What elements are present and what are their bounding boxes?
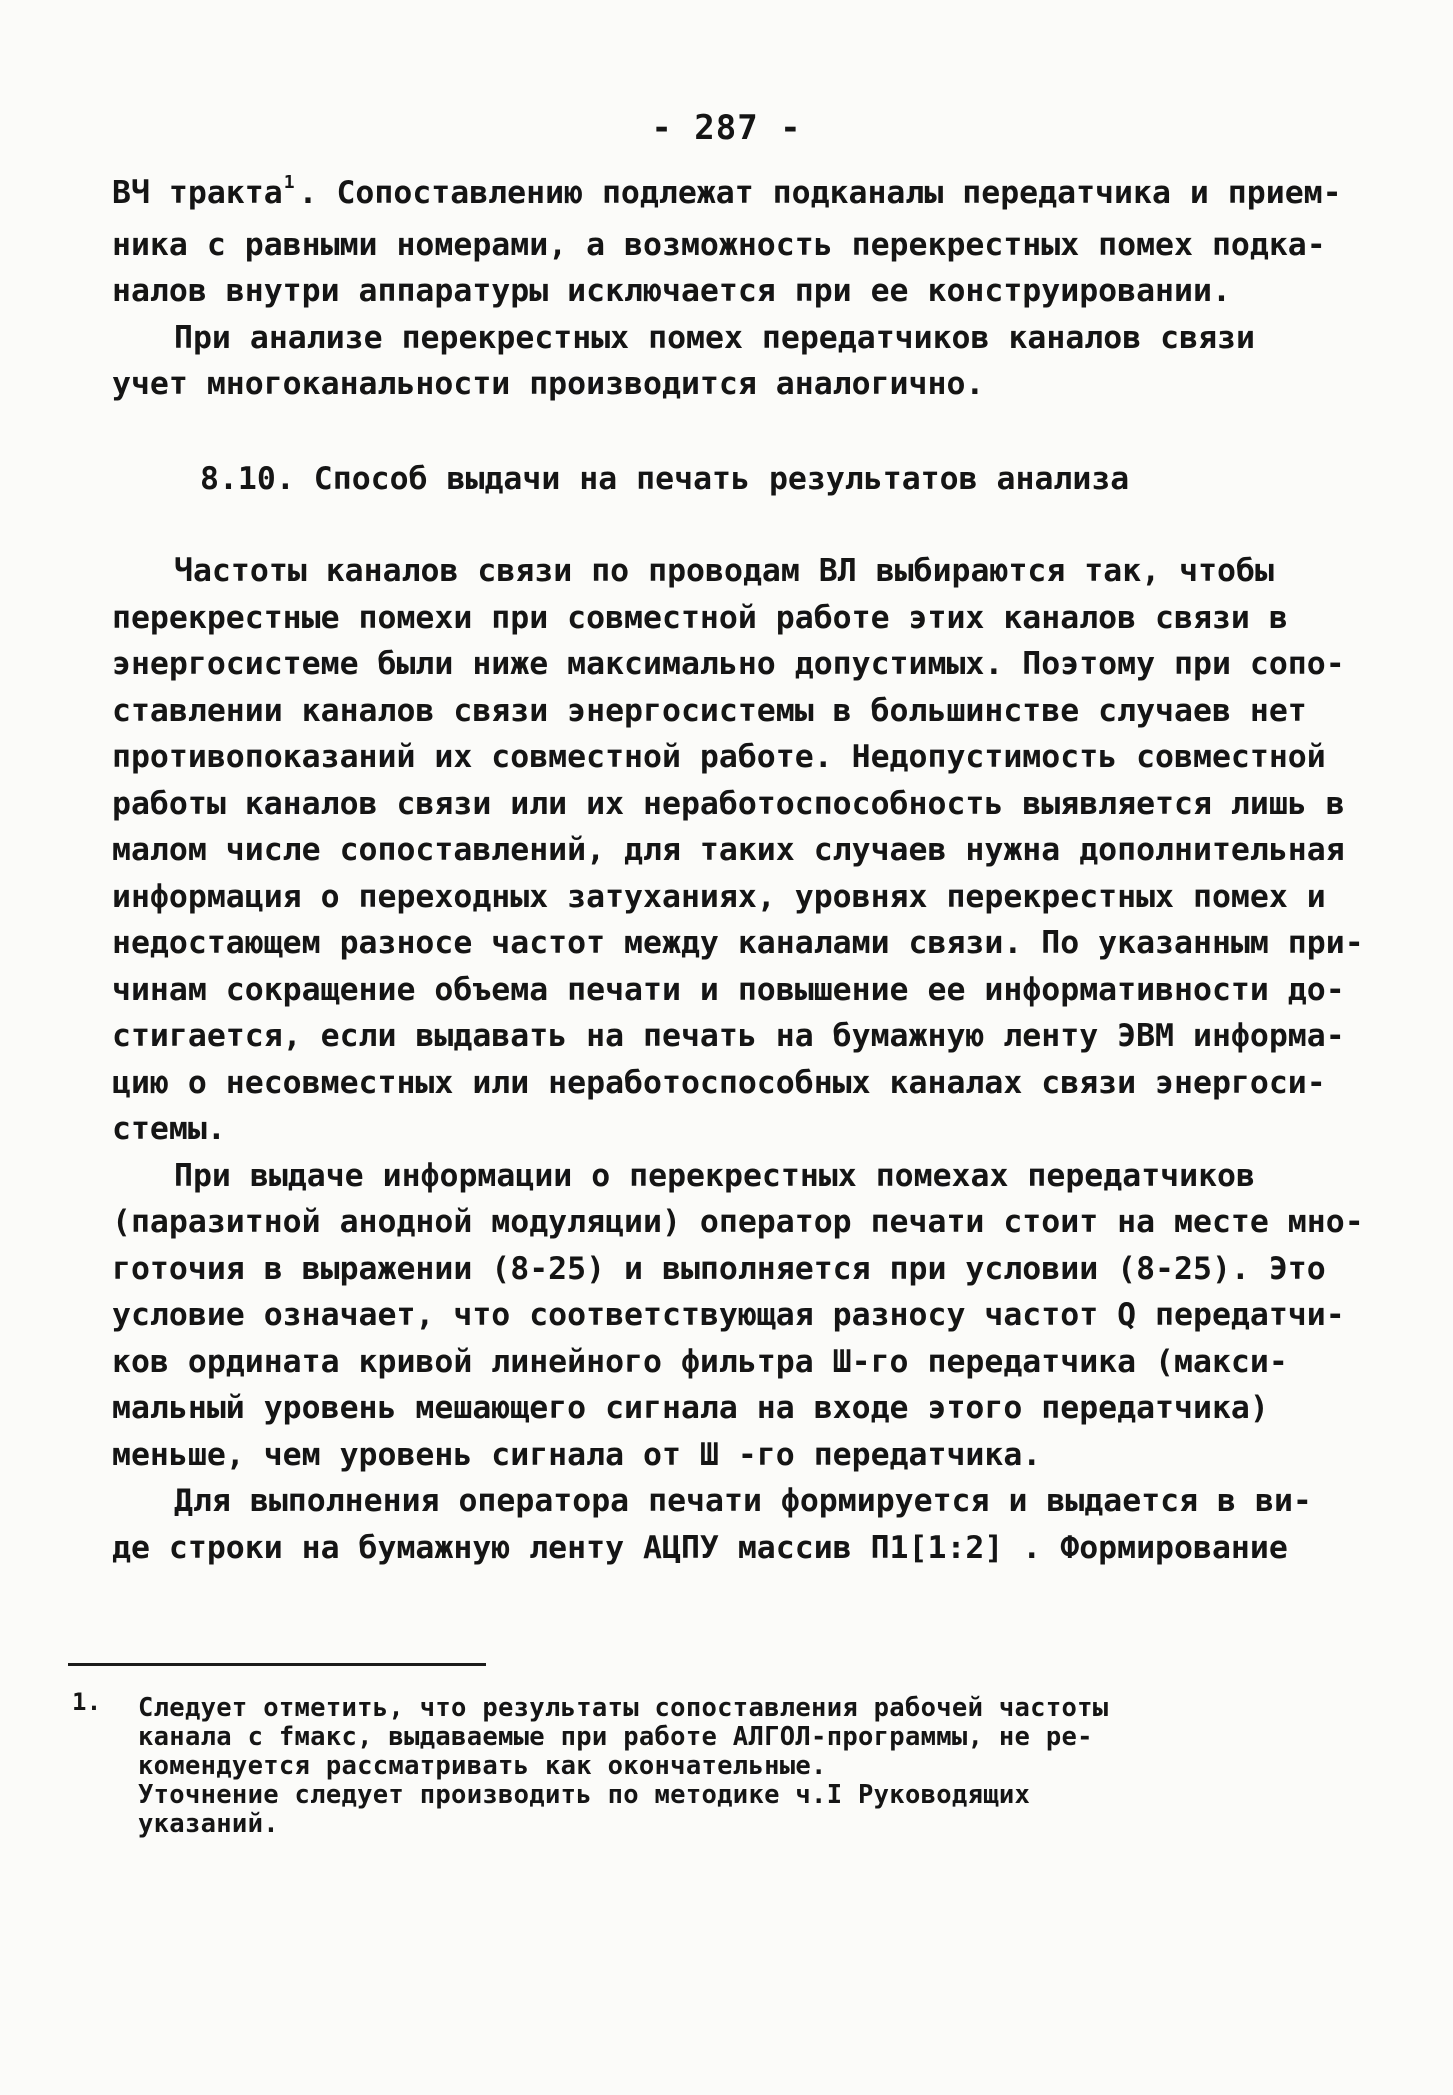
text-line: При выдаче информации о перекрестных помехах передатчиков [174,1157,1255,1194]
text-fragment: ВЧ тракта [112,175,283,211]
text-line: условие означает, что соответствующая разносу частот Q передатчи- [112,1297,1345,1333]
section-title: 8.10. Способ выдачи на печать результатов анализа [200,461,1130,497]
text-fragment: . Сопоставлению подлежат подканалы передатчика и прием- [298,175,1342,211]
text-line: стигается, если выдавать на печать на бумажную ленту ЭВМ информа- [112,1018,1345,1054]
text-line [112,170,1352,222]
text-line: налов внутри аппаратуры исключается при ее конструировании. [112,273,1231,309]
footnote-divider [68,1663,486,1666]
text-line: меньше, чем уровень сигнала от Ш -го передатчика. [112,1436,1042,1473]
intro-paragraph [112,170,1352,408]
text-line: де строки на бумажную ленту АЦПУ массив П1[1:2] . Формирование [112,1529,1288,1566]
footnote-line: Следует отметить, что результаты сопоставления рабочей частоты [138,1693,1109,1723]
text-line: информация о переходных затуханиях, уровнях перекрестных помех и [112,878,1326,915]
text-line: противопоказаний их совместной работе. Недопустимость совместной [112,739,1326,775]
text-line: ков ордината кривой линейного фильтра Ш-го передатчика (макси- [112,1343,1288,1380]
footnote-line: канала с fмакс, выдаваемые при работе АЛГОЛ-программы, не ре- [138,1722,1093,1752]
text-line: (паразитной анодной модуляции) оператор печати стоит на месте мно- [112,1204,1364,1240]
footnote-line: Уточнение следует производить по методике ч.I Руководящих [138,1780,1031,1810]
text-line: малом числе сопоставлений, для таких случаев нужна дополнительная [112,832,1345,868]
text-line: недостающем разносе частот между каналами связи. По указанным при- [112,925,1364,961]
footnote-marker: 1. [72,1688,102,1716]
footnote-line: комендуется рассматривать как окончательные. [138,1751,827,1781]
text-line: цию о несовместных или неработоспособных каналах связи энергоси- [112,1064,1326,1101]
text-line: готочия в выражении (8-25) и выполняется при условии (8-25). Это [112,1250,1326,1287]
text-line: При анализе перекрестных помех передатчиков каналов связи [174,319,1255,356]
text-line: энергосистеме были ниже максимально допустимых. Поэтому при сопо- [112,646,1345,682]
text-line: чинам сокращение объема печати и повышение ее информативности до- [112,971,1345,1008]
text-line: перекрестные помехи при совместной работе этих каналов связи в [112,599,1288,636]
footnote-line: указаний. [138,1809,279,1839]
footnote-reference: 1 [283,172,295,193]
text-line: Для выполнения оператора печати формируется и выдается в ви- [174,1483,1312,1519]
text-line: учет многоканальности производится аналогично. [112,366,985,402]
footnote-text [138,1694,1108,1839]
text-line: Частоты каналов связи по проводам ВЛ выбираются так, чтобы [174,553,1274,589]
text-line: работы каналов связи или их неработоспособность выявляется лишь в [112,785,1345,822]
main-text [112,548,1364,1571]
page-number: - 287 - [651,108,802,148]
text-line: ставлении каналов связи энергосистемы в большинстве случаев нет [112,692,1307,729]
text-line: ника с равными номерами, а возможность перекрестных помех подка- [112,226,1326,263]
text-line: мальный уровень мешающего сигнала на входе этого передатчика) [112,1390,1269,1426]
text-line: стемы. [112,1111,226,1147]
section-heading [200,456,1440,502]
